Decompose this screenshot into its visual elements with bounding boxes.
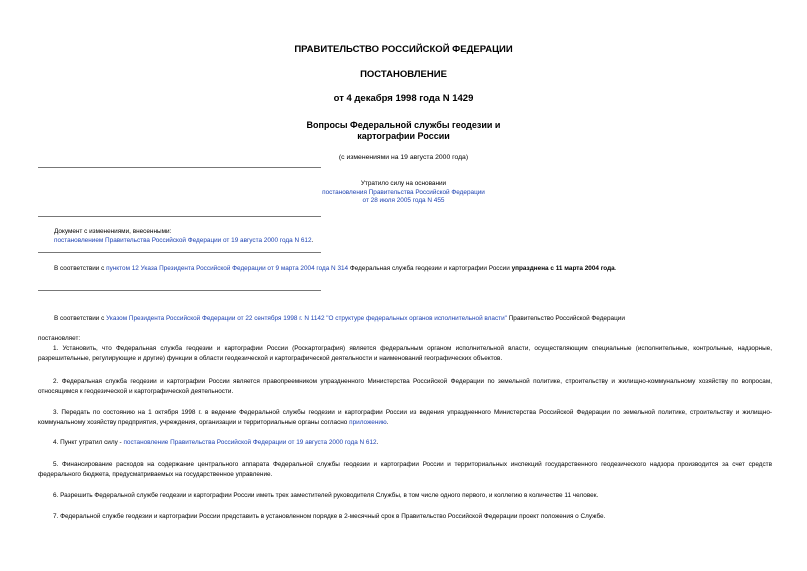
abolished-tail: . (614, 265, 617, 272)
void-notice (0, 180, 807, 206)
preamble-pre: В соответствии с (54, 315, 107, 322)
government-heading: ПРАВИТЕЛЬСТВО РОССИЙСКОЙ ФЕДЕРАЦИИ (294, 44, 513, 55)
abolished-bold: упразднена с 11 марта 2004 года (511, 265, 615, 272)
divider-1 (38, 167, 321, 168)
paragraph-3 (38, 408, 772, 427)
void-notice-link-2[interactable]: от 28 июля 2005 года N 455 (362, 197, 445, 204)
document-title (0, 120, 807, 142)
preamble-link[interactable]: Указом Президента Российской Федерации от 22 сентября 1998 г. N 1142 "О структуре федеральных органов исполнительной власти" (106, 315, 507, 322)
appendix-link[interactable]: приложению (349, 418, 387, 426)
title-line-2: картографии России (357, 131, 450, 141)
preamble-tail: Правительство Российской Федерации (506, 315, 625, 322)
abolished-link[interactable]: пунктом 12 Указа Президента Российской Федерации от 9 марта 2004 года N 314 (106, 265, 349, 272)
divider-4 (38, 290, 321, 291)
paragraph-3-text: 3. Передать по состоянию на 1 октября 1998 г. в ведение Федеральной службы геодезии и картографии России из ведения упраздненного Министерства Российской Федерации по земельной политике, строительству и жилищно-коммунальному хозяйству предприятия, учреждения, организации и территориальные органы согласно (38, 409, 772, 426)
doc-type-heading: ПОСТАНОВЛЕНИЕ (360, 69, 447, 80)
paragraph-7: 7. Федеральной службе геодезии и картографии России представить в установленном порядке в 2-месячный срок в Правительство Российской Федерации проект положения о Службе. (53, 513, 606, 520)
abolished-notice (54, 264, 788, 273)
void-notice-text: Утратило силу на основании (360, 180, 447, 187)
paragraph-6: 6. Разрешить Федеральной службе геодезии и картографии России иметь трех заместителей руководителя Службы, в том числе одного первого, и коллегию в количестве 11 человек. (53, 492, 599, 499)
paragraph-2: 2. Федеральная служба геодезии и картографии России является правопреемником упраздненного Министерства Российской Федерации по земельной политике, строительству и жилищно-коммунальному хозяйству по вопросам, относящимся к геодезической и картографической деятельности. (38, 378, 772, 395)
amend-link[interactable]: постановлением Правительства Российской Федерации от 19 августа 2000 года N 612 (54, 237, 312, 244)
paragraph-4-text: 4. Пункт утратил силу - (53, 439, 124, 446)
title-line-1: Вопросы Федеральной службы геодезии и (306, 120, 501, 130)
date-number-heading: от 4 декабря 1998 года N 1429 (333, 93, 474, 104)
amend-block (54, 227, 788, 245)
paragraph-1: 1. Установить, что Федеральная служба геодезии и картографии России (Роскартография) является федеральным органом исполнительной власти, осуществляющим специальные (исполнительные, контрольные, надзорные, разрешительные, регулирующие и другие) функции в области геодезической и картографической деятельности и наименований географических объектов. (38, 345, 772, 362)
preamble (54, 314, 788, 323)
divider-2 (38, 216, 321, 217)
abolished-pre: В соответствии с (54, 265, 107, 272)
amend-link-tail: . (311, 237, 314, 244)
decree-word: постановляет: (38, 335, 81, 342)
amend-text: Документ с изменениями, внесенными: (54, 228, 172, 235)
divider-3 (38, 252, 321, 253)
paragraph-3-tail: . (386, 418, 389, 426)
paragraph-4 (38, 438, 772, 448)
paragraph-5: 5. Финансирование расходов на содержание центрального аппарата Федеральной службы геодезии и картографии России и территориальных инспекций государственного геодезического надзора производится за счет средств федерального бюджета, предусматриваемых на государственное управление. (38, 461, 772, 478)
changes-note: (с изменениями на 19 августа 2000 года) (338, 154, 469, 161)
paragraph-4-tail: . (376, 439, 379, 446)
paragraph-4-link[interactable]: постановление Правительства Российской Федерации от 19 августа 2000 года N 612 (123, 439, 377, 446)
abolished-mid: Федеральная служба геодезии и картографии России (348, 265, 512, 272)
void-notice-link-1[interactable]: постановления Правительства Российской Федерации (322, 188, 485, 196)
